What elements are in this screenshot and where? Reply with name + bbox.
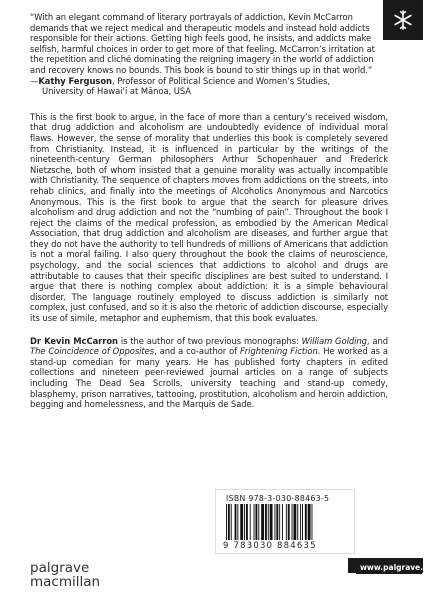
logo-line-1: palgrave — [30, 560, 90, 576]
publisher-website[interactable]: www.palgrave.com — [356, 561, 422, 574]
barcode-bar — [288, 504, 290, 540]
barcode-bar — [276, 504, 278, 540]
bio-book-1: William Golding — [301, 335, 367, 346]
barcode-bar — [308, 504, 311, 540]
barcode-bars — [224, 504, 346, 540]
logo-line-2: macmillan — [30, 574, 101, 590]
corner-badge — [383, 0, 423, 40]
barcode-bar — [226, 504, 227, 540]
barcode-bar — [282, 504, 283, 540]
attribution-role: , Professor of Political Science and Women’s Studies, — [111, 75, 331, 86]
barcode-bar — [312, 504, 313, 540]
barcode-bar — [265, 504, 267, 540]
quote-attribution — [30, 76, 388, 87]
author-bio — [30, 336, 388, 410]
attribution-affiliation: University of Hawai‘i at Mānoa, USA — [42, 86, 191, 97]
bio-text-1: is the author of two previous monographs: — [117, 335, 302, 346]
barcode-bar — [286, 504, 287, 540]
bio-book-3: Frightening Fiction — [240, 346, 318, 357]
barcode-digits: 9 783030 884635 — [223, 541, 317, 551]
barcode-bar — [270, 504, 273, 540]
bio-text-2: , and — [366, 335, 389, 346]
barcode-bar — [302, 504, 303, 540]
barcode-bar — [244, 504, 245, 540]
barcode-bar — [228, 504, 230, 540]
attribution-name: Kathy Ferguson — [38, 75, 112, 86]
barcode-bar — [305, 504, 307, 540]
barcode-bar — [292, 504, 293, 540]
barcode-bar — [261, 504, 264, 540]
barcode-bar — [293, 504, 296, 540]
barcode-bar — [250, 504, 251, 540]
barcode-bar — [255, 504, 257, 540]
palgrave-logo — [30, 561, 100, 589]
springer-snowflake-icon — [392, 9, 414, 31]
barcode-bar — [258, 504, 259, 540]
barcode-bar — [240, 504, 243, 540]
author-name: Dr Kevin McCarron — [30, 335, 118, 346]
endorsement-quote: “With an elegant command of literary portrayals of addiction, Kevin McCarron demands that we reject medical and therapeutic models and instead hold addicts responsible for their actions. Getting high feels good, he insists, and addicts make selfish, harmful choices in order to get more of that feeling. McCarron’s irritation at the repetition and cliché dominating the reigning imagery in the world of addiction and recovery knows no bounds. This book is bound to stir things up in that world.” — [30, 12, 375, 75]
barcode-bar — [246, 504, 248, 540]
barcode — [215, 489, 355, 554]
barcode-bar — [268, 504, 269, 540]
barcode-bar — [235, 504, 237, 540]
barcode-bar — [279, 504, 280, 540]
text-column — [30, 12, 388, 410]
barcode-bar — [231, 504, 232, 540]
barcode-bar — [297, 504, 298, 540]
isbn-label: ISBN 978-3-030-88463-5 — [226, 494, 330, 503]
barcode-bar — [237, 504, 238, 540]
attribution-dash: — — [30, 75, 39, 86]
barcode-bar — [300, 504, 301, 540]
book-description: This is the first book to argue, in the face of more than a century’s received wisdom, that drug addiction and alcoholism are undoubtedly evidence of individual moral flaws. However, the sense of morality that underlies this book is completely severed from Christianity. Instead, it is influenced in particular by the writings of the nineteenth-century German philosophers Arthur Schopenhauer and Frederick Nietzsche, both of whom insisted that a genuine morality was actually incompatible with Christianity. The sequence of chapters moves from addictions on the streets, into rehab clinics, and finally into the meetings of Alcoholics Anonymous and Narcotics Anonymous. This is the first book to argue that the search for pleasure drives alcoholism and drug addiction and not the “numbing of pain”. Throughout the book I reject the claims of the medical profession, as embodied by the American Medical Association, that drug addiction and alcoholism are diseases, and further argue that they do not have the authority to tell hundreds of millions of Americans that addiction is not a moral failing. I also query throughout the book the claims of neuroscience, psychology, and the social sciences that addictions to alcohol and drugs are attributable to causes that their specific disciplines are best suited to understand. I argue that there is nothing complex about addiction: it is a simple behavioural disorder. The language routinely employed to discuss addiction is similarly not complex, just confused, and so it is also the rhetoric of addiction discourse, especially its use of simile, metaphor and euphemism, that this book evaluates. — [30, 111, 388, 324]
bio-text-4: . He worked as a stand-up comedian for many years. He has published forty chapters in edited collections and nineteen peer-reviewed journal articles on a range of subjects including The Dead Sea Scrolls, university teaching and stand-up comedy, blasphemy, prison narratives, tattooing, prostitution, alcoholism and heroin addiction, begging and homelessness, and the Marquis de Sade. — [30, 346, 388, 410]
barcode-bar — [274, 504, 275, 540]
barcode-bar — [254, 504, 255, 540]
bio-text-3: , and a co-author of — [154, 346, 241, 357]
bio-book-2: The Coincidence of Opposites — [30, 346, 155, 357]
